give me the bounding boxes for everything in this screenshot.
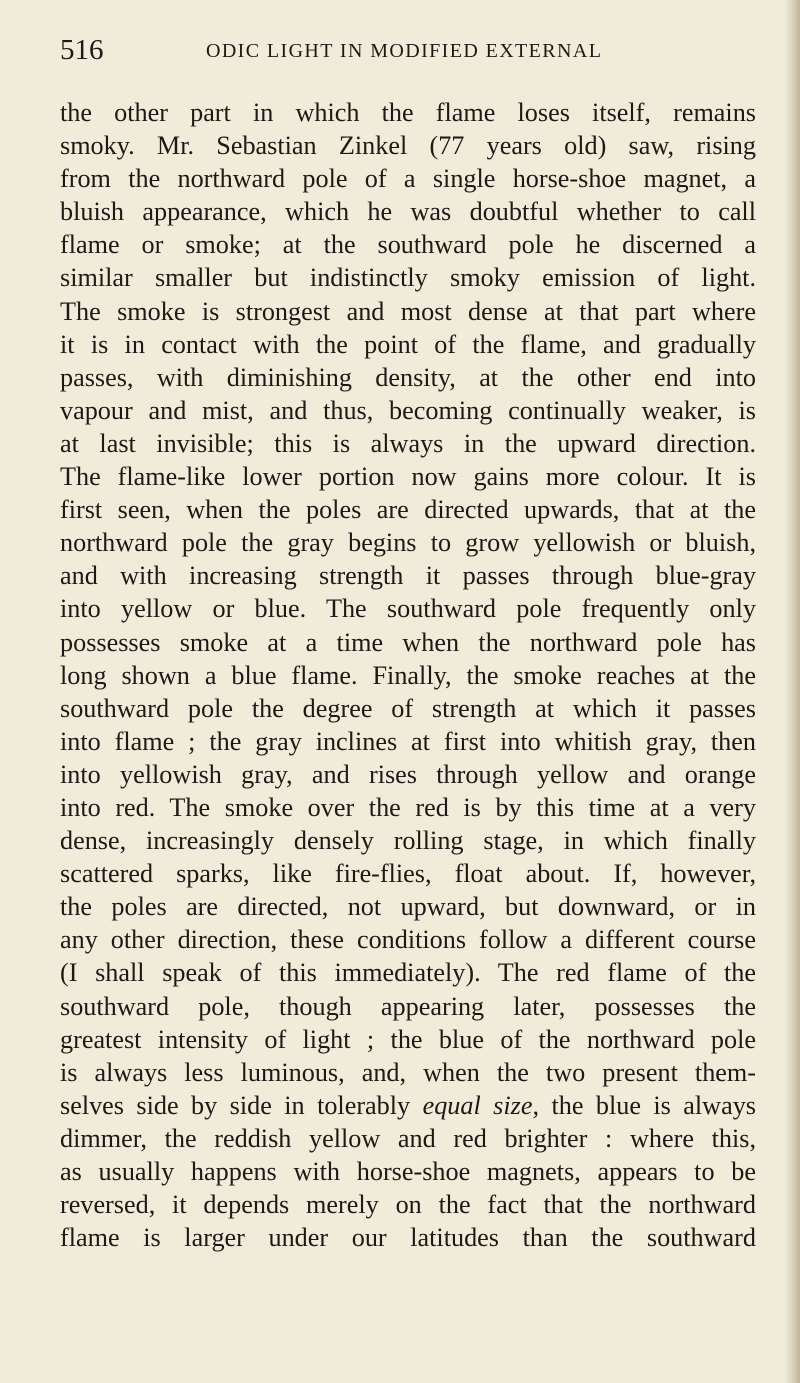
text-line: into red. The smoke over the red is by this time at a very bbox=[60, 792, 756, 822]
text-line: the other part in which the flame loses itself, remains bbox=[60, 98, 756, 127]
text-line: and with increasing strength it passes through blue-gray bbox=[60, 561, 756, 591]
text-line: from the northward pole of a single horse-shoe magnet, a bbox=[60, 164, 756, 194]
text-run: the blue is always bbox=[539, 1090, 756, 1120]
running-head: ODIC LIGHT IN MODIFIED EXTERNAL bbox=[206, 40, 603, 62]
text-line: The flame-like lower portion now gains more colour. It is bbox=[60, 462, 756, 492]
text-line: flame or smoke; at the southward pole he discerned a bbox=[60, 230, 756, 260]
text-line: first seen, when the poles are directed upwards, that at the bbox=[60, 495, 756, 525]
text-line: possesses smoke at a time when the northward pole has bbox=[60, 627, 756, 657]
text-line: southward pole the degree of strength at which it passes bbox=[60, 693, 756, 723]
text-line: smoky. Mr. Sebastian Zinkel (77 years old) saw, rising bbox=[60, 131, 756, 161]
text-line: reversed, it depends merely on the fact that the northward bbox=[60, 1190, 756, 1220]
text-line: into yellowish gray, and rises through yellow and orange bbox=[60, 759, 756, 789]
text-line: southward pole, though appearing later, possesses the bbox=[60, 991, 756, 1021]
text-line: scattered sparks, like fire-flies, float about. If, however, bbox=[60, 859, 756, 889]
text-line: into yellow or blue. The southward pole frequently only bbox=[60, 594, 756, 624]
text-line: long shown a blue flame. Finally, the smoke reaches at the bbox=[60, 660, 756, 690]
text-line: dimmer, the reddish yellow and red brighter : where this, bbox=[60, 1123, 756, 1153]
text-line: similar smaller but indistinctly smoky emission of light. bbox=[60, 263, 756, 293]
text-line: into flame ; the gray inclines at first into whitish gray, then bbox=[60, 726, 756, 756]
body-paragraph bbox=[60, 96, 756, 1254]
text-line: northward pole the gray begins to grow yellowish or bluish, bbox=[60, 528, 756, 558]
text-line: flame is larger under our latitudes than the southward bbox=[60, 1223, 756, 1253]
text-line: dense, increasingly densely rolling stage, in which finally bbox=[60, 826, 756, 856]
page-edge-shadow bbox=[784, 0, 800, 1383]
text-line: the poles are directed, not upward, but downward, or in bbox=[60, 892, 756, 922]
text-run: selves side by side in tolerably bbox=[60, 1090, 423, 1120]
text-line: vapour and mist, and thus, becoming continually weaker, is bbox=[60, 395, 756, 425]
text-line-with-italic bbox=[60, 1089, 756, 1122]
text-line: as usually happens with horse-shoe magnets, appears to be bbox=[60, 1157, 756, 1186]
page-number: 516 bbox=[60, 34, 104, 66]
text-line: any other direction, these conditions follow a different course bbox=[60, 925, 756, 955]
page-header bbox=[60, 34, 760, 74]
text-line: (I shall speak of this immediately). The red flame of the bbox=[60, 958, 756, 988]
text-line: passes, with diminishing density, at the other end into bbox=[60, 362, 756, 392]
text-line: is always less luminous, and, when the two present them- bbox=[60, 1057, 756, 1087]
text-line: it is in contact with the point of the flame, and gradually bbox=[60, 329, 756, 359]
text-line: bluish appearance, which he was doubtful whether to call bbox=[60, 197, 756, 227]
italic-emphasis: equal size, bbox=[422, 1090, 540, 1120]
text-line: greatest intensity of light ; the blue of the northward pole bbox=[60, 1024, 756, 1054]
text-line: The smoke is strongest and most dense at that part where bbox=[60, 296, 756, 326]
text-line: at last invisible; this is always in the upward direction. bbox=[60, 428, 756, 458]
